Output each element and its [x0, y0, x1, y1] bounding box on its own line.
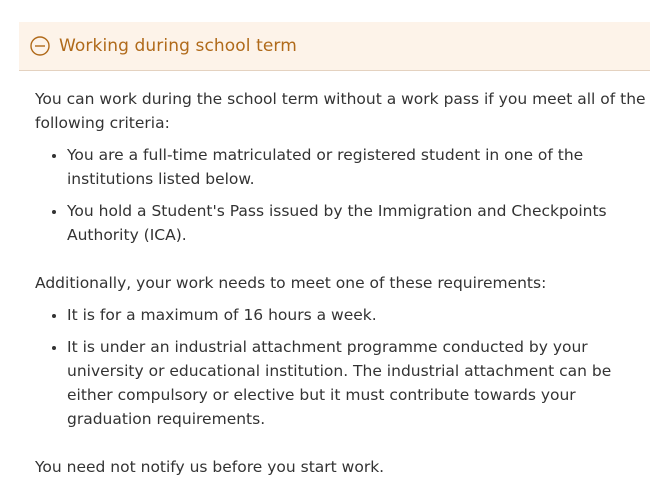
intro-text: You can work during the school term without a work pass if you meet all of the following criteria: — [35, 90, 646, 132]
list-item: • You hold a Student's Pass issued by the Immigration and Checkpoints Authority (ICA). — [67, 199, 650, 247]
accordion-body — [19, 87, 650, 479]
list-item: • You are a full-time matriculated or registered student in one of the institutions listed below. — [67, 143, 650, 191]
accordion-working-during-school-term — [19, 22, 650, 479]
accordion-title[interactable]: Working during school term — [59, 36, 297, 56]
accordion-header[interactable] — [19, 22, 650, 71]
list-item: • It is for a maximum of 16 hours a week. — [67, 303, 650, 327]
closing-text: You need not notify us before you start work. — [35, 458, 385, 476]
list-item: • It is under an industrial attachment programme conducted by your university or educational institution. The industrial attachment can be either compulsory or elective but it must contribute towards your graduation requirements. — [67, 335, 650, 431]
requirements-intro-text: Additionally, your work needs to meet one of these requirements: — [35, 274, 547, 292]
criteria-list — [35, 143, 650, 247]
requirements-list — [35, 303, 650, 431]
minus-circle-icon[interactable] — [30, 36, 50, 56]
